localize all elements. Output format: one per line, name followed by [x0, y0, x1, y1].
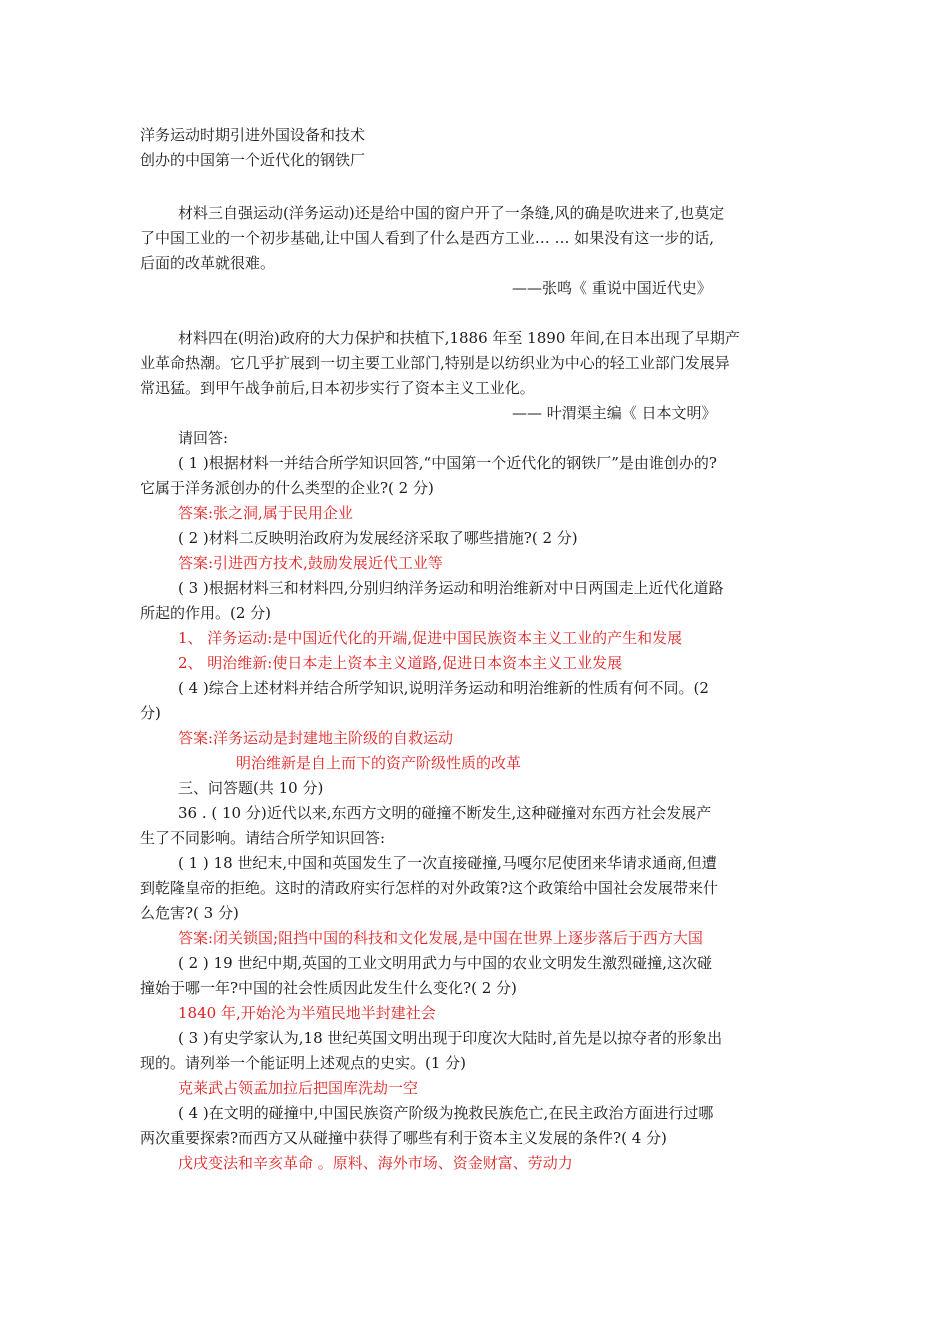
s4-line-1: ( 4 )在文明的碰撞中,中国民族资产阶级为挽救民族危亡,在民主政治方面进行过哪 [178, 1104, 714, 1122]
q2-answer: 答案:引进西方技术,鼓励发展近代工业等 [178, 554, 443, 572]
s3-line-2: 现的。请列举一个能证明上述观点的史实。(1 分) [140, 1054, 467, 1072]
s1-line-3: 么危害?( 3 分) [140, 904, 239, 922]
s2-answer: 1840 年,开始沦为半殖民地半封建社会 [178, 1004, 436, 1022]
material3-source: ——张鸣《 重说中国近代史》 [512, 279, 712, 297]
q2-line-1: ( 2 )材料二反映明治政府为发展经济采取了哪些措施?( 2 分) [178, 529, 578, 547]
s3-line-1: ( 3 )有史学家认为,18 世纪英国文明出现于印度次大陆时,首先是以掠夺者的形象出 [178, 1029, 723, 1047]
q4-answer-1: 答案:洋务运动是封建地主阶级的自救运动 [178, 729, 454, 747]
q3-answer-2: 2、 明治维新:使日本走上资本主义道路,促进日本资本主义工业发展 [178, 654, 623, 672]
q36-line-1: 36 . ( 10 分)近代以来,东西方文明的碰撞不断发生,这种碰撞对东西方社会发展产 [178, 804, 712, 822]
q4-answer-2: 明治维新是自上而下的资产阶级性质的改革 [236, 754, 522, 772]
s4-line-2: 两次重要探索?而西方又从碰撞中获得了哪些有利于资本主义发展的条件?( 4 分) [140, 1129, 667, 1147]
material3-line-3: 后面的改革就很难。 [140, 254, 276, 272]
q1-line-2: 它属于洋务派创办的什么类型的企业?( 2 分) [140, 479, 434, 497]
s4-answer: 戊戌变法和辛亥革命 。原料、海外市场、资金财富、劳动力 [178, 1154, 573, 1172]
q1-line-1: ( 1 )根据材料一并结合所学知识回答,“中国第一个近代化的钢铁厂”是由谁创办的? [178, 454, 717, 472]
q3-answer-1: 1、 洋务运动:是中国近代化的开端,促进中国民族资本主义工业的产生和发展 [178, 629, 683, 647]
caption-line-1: 洋务运动时期引进外国设备和技术 [140, 126, 366, 144]
material4-source: —— 叶渭渠主编《 日本文明》 [512, 404, 717, 422]
section3-heading: 三、问答题(共 10 分) [178, 779, 324, 797]
s1-answer: 答案:闭关锁国;阻挡中国的科技和文化发展,是中国在世界上逐步落后于西方大国 [178, 929, 703, 947]
q4-line-1: ( 4 )综合上述材料并结合所学知识,说明洋务运动和明治维新的性质有何不同。(2 [178, 679, 709, 697]
s3-answer: 克莱武占领孟加拉后把国库洗劫一空 [178, 1079, 419, 1097]
s2-line-1: ( 2 ) 19 世纪中期,英国的工业文明用武力与中国的农业文明发生激烈碰撞,这次碰 [178, 954, 712, 972]
material3-line-2: 了中国工业的一个初步基础,让中国人看到了什么是西方工业… … 如果没有这一步的话, [140, 229, 715, 247]
q36-line-2: 生了不同影响。请结合所学知识回答: [140, 829, 386, 847]
s2-line-2: 撞始于哪一年?中国的社会性质因此发生什么变化?( 2 分) [140, 979, 517, 997]
s1-line-1: ( 1 ) 18 世纪末,中国和英国发生了一次直接碰撞,马嘎尔尼使团来华请求通商,但遭 [178, 854, 717, 872]
caption-line-2: 创办的中国第一个近代化的钢铁厂 [140, 151, 366, 169]
prompt-text: 请回答: [178, 429, 229, 447]
material3-line-1: 材料三自强运动(洋务运动)还是给中国的窗户开了一条缝,风的确是吹进来了,也莫定 [178, 204, 725, 222]
material4-line-3: 常迅猛。到甲午战争前后,日本初步实行了资本主义工业化。 [140, 379, 535, 397]
q3-line-2: 所起的作用。(2 分) [140, 604, 272, 622]
q1-answer: 答案:张之洞,属于民用企业 [178, 504, 353, 522]
q4-line-2: 分) [140, 704, 161, 722]
s1-line-2: 到乾隆皇帝的拒绝。这时的清政府实行怎样的对外政策?这个政策给中国社会发展带来什 [140, 879, 719, 897]
q3-line-1: ( 3 )根据材料三和材料四,分别归纳洋务运动和明治维新对中日两国走上近代化道路 [178, 579, 724, 597]
material4-line-1: 材料四在(明治)政府的大力保护和扶植下,1886 年至 1890 年间,在日本出现了早期产 [178, 329, 740, 347]
material4-line-2: 业革命热潮。它几乎扩展到一切主要工业部门,特别是以纺织业为中心的轻工业部门发展异 [140, 354, 730, 372]
